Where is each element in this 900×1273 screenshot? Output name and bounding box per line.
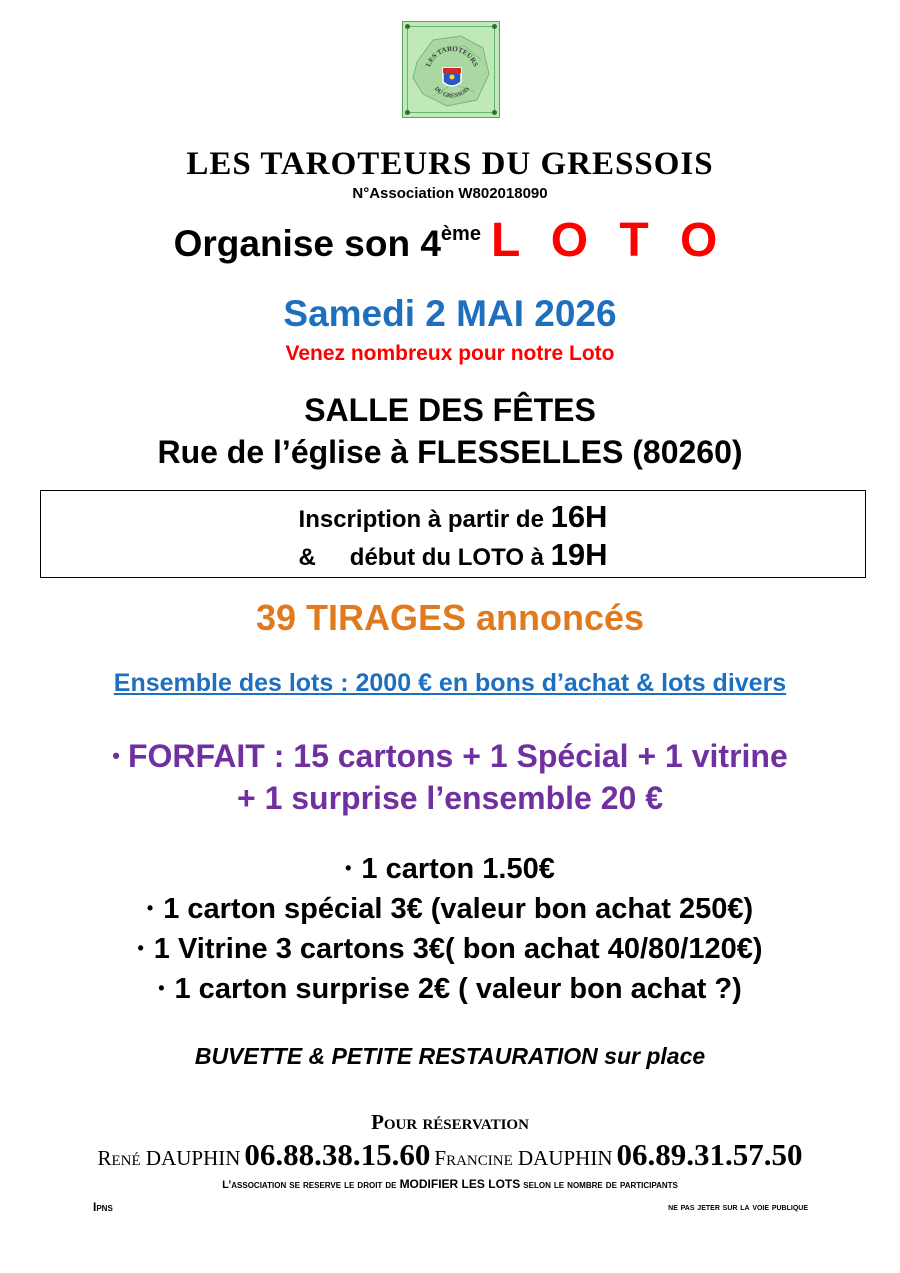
ordinal-superscript: ème	[440, 223, 481, 245]
schedule-box	[40, 490, 866, 578]
price-item-text: 1 carton surprise 2€ ( valeur bon achat ?)	[174, 973, 742, 1005]
price-item	[0, 893, 900, 926]
lots-disclaimer	[0, 1177, 900, 1191]
debut-line	[41, 537, 865, 573]
buvette-notice: BUVETTE & PETITE RESTAURATION sur place	[194, 1043, 706, 1069]
reservation-title: Pour réservation	[371, 1110, 529, 1134]
venue-name: SALLE DES FÊTES	[304, 392, 596, 428]
reservation-contacts	[0, 1137, 900, 1173]
disclaimer-strong: MODIFIER LES LOTS	[399, 1177, 521, 1191]
forfait-line-2: + 1 surprise l’ensemble 20 €	[236, 780, 663, 816]
ipns-label: Ipns	[93, 1200, 113, 1214]
disclaimer-prefix: L’association se reserve le droit de	[222, 1179, 400, 1191]
disclaimer-suffix: selon le nombre de participants	[520, 1179, 678, 1191]
ne-pas-jeter-label: ne pas jeter sur la voie publique	[668, 1202, 808, 1213]
association-logo	[402, 21, 500, 118]
lots-summary: Ensemble des lots : 2000 € en bons d’achat & lots divers	[113, 669, 787, 697]
organise-heading	[0, 213, 900, 268]
contact-name: René DAUPHIN	[97, 1146, 241, 1170]
logo-emblem-icon	[403, 22, 501, 119]
contact-phone[interactable]: 06.88.38.15.60	[244, 1137, 431, 1172]
price-item	[0, 973, 900, 1006]
bullet-icon: •	[146, 898, 154, 918]
price-item	[0, 853, 900, 886]
association-number: N°Association W802018090	[352, 185, 548, 202]
organise-prefix: Organise son 4	[173, 223, 441, 264]
invitation-text: Venez nombreux pour notre Loto	[285, 342, 615, 365]
forfait-line-1	[0, 738, 900, 775]
price-item-text: 1 Vitrine 3 cartons 3€( bon achat 40/80/120€)	[153, 933, 763, 965]
price-item-text: 1 carton 1.50€	[361, 853, 555, 885]
price-item	[0, 933, 900, 966]
bullet-icon: •	[345, 858, 352, 878]
price-item-text: 1 carton spécial 3€ (valeur bon achat 250€)	[163, 893, 754, 925]
bullet-icon: •	[112, 743, 120, 768]
ampersand: &	[298, 544, 316, 571]
inscription-label: Inscription à partir de	[298, 506, 551, 533]
association-title: LES TAROTEURS DU GRESSOIS	[186, 146, 714, 182]
debut-time: 19H	[550, 537, 608, 572]
debut-label: début du LOTO à	[349, 544, 551, 571]
tirages-count: 39 TIRAGES annoncés	[255, 597, 645, 638]
contact-name: Francine DAUPHIN	[434, 1146, 613, 1170]
event-date: Samedi 2 MAI 2026	[283, 293, 617, 334]
venue-address: Rue de l’église à FLESSELLES (80260)	[157, 434, 743, 470]
contact-phone[interactable]: 06.89.31.57.50	[616, 1137, 803, 1172]
loto-title: L O T O	[490, 214, 727, 267]
bullet-icon: •	[137, 938, 144, 958]
bullet-icon: •	[158, 978, 165, 998]
forfait-text-1: FORFAIT : 15 cartons + 1 Spécial + 1 vitrine	[127, 738, 788, 774]
logo-text-bottom: DU GRESSOIS	[432, 86, 472, 100]
logo-text-top: LES TAROTEURS	[424, 44, 480, 68]
inscription-time: 16H	[550, 499, 608, 534]
inscription-line	[41, 499, 865, 535]
